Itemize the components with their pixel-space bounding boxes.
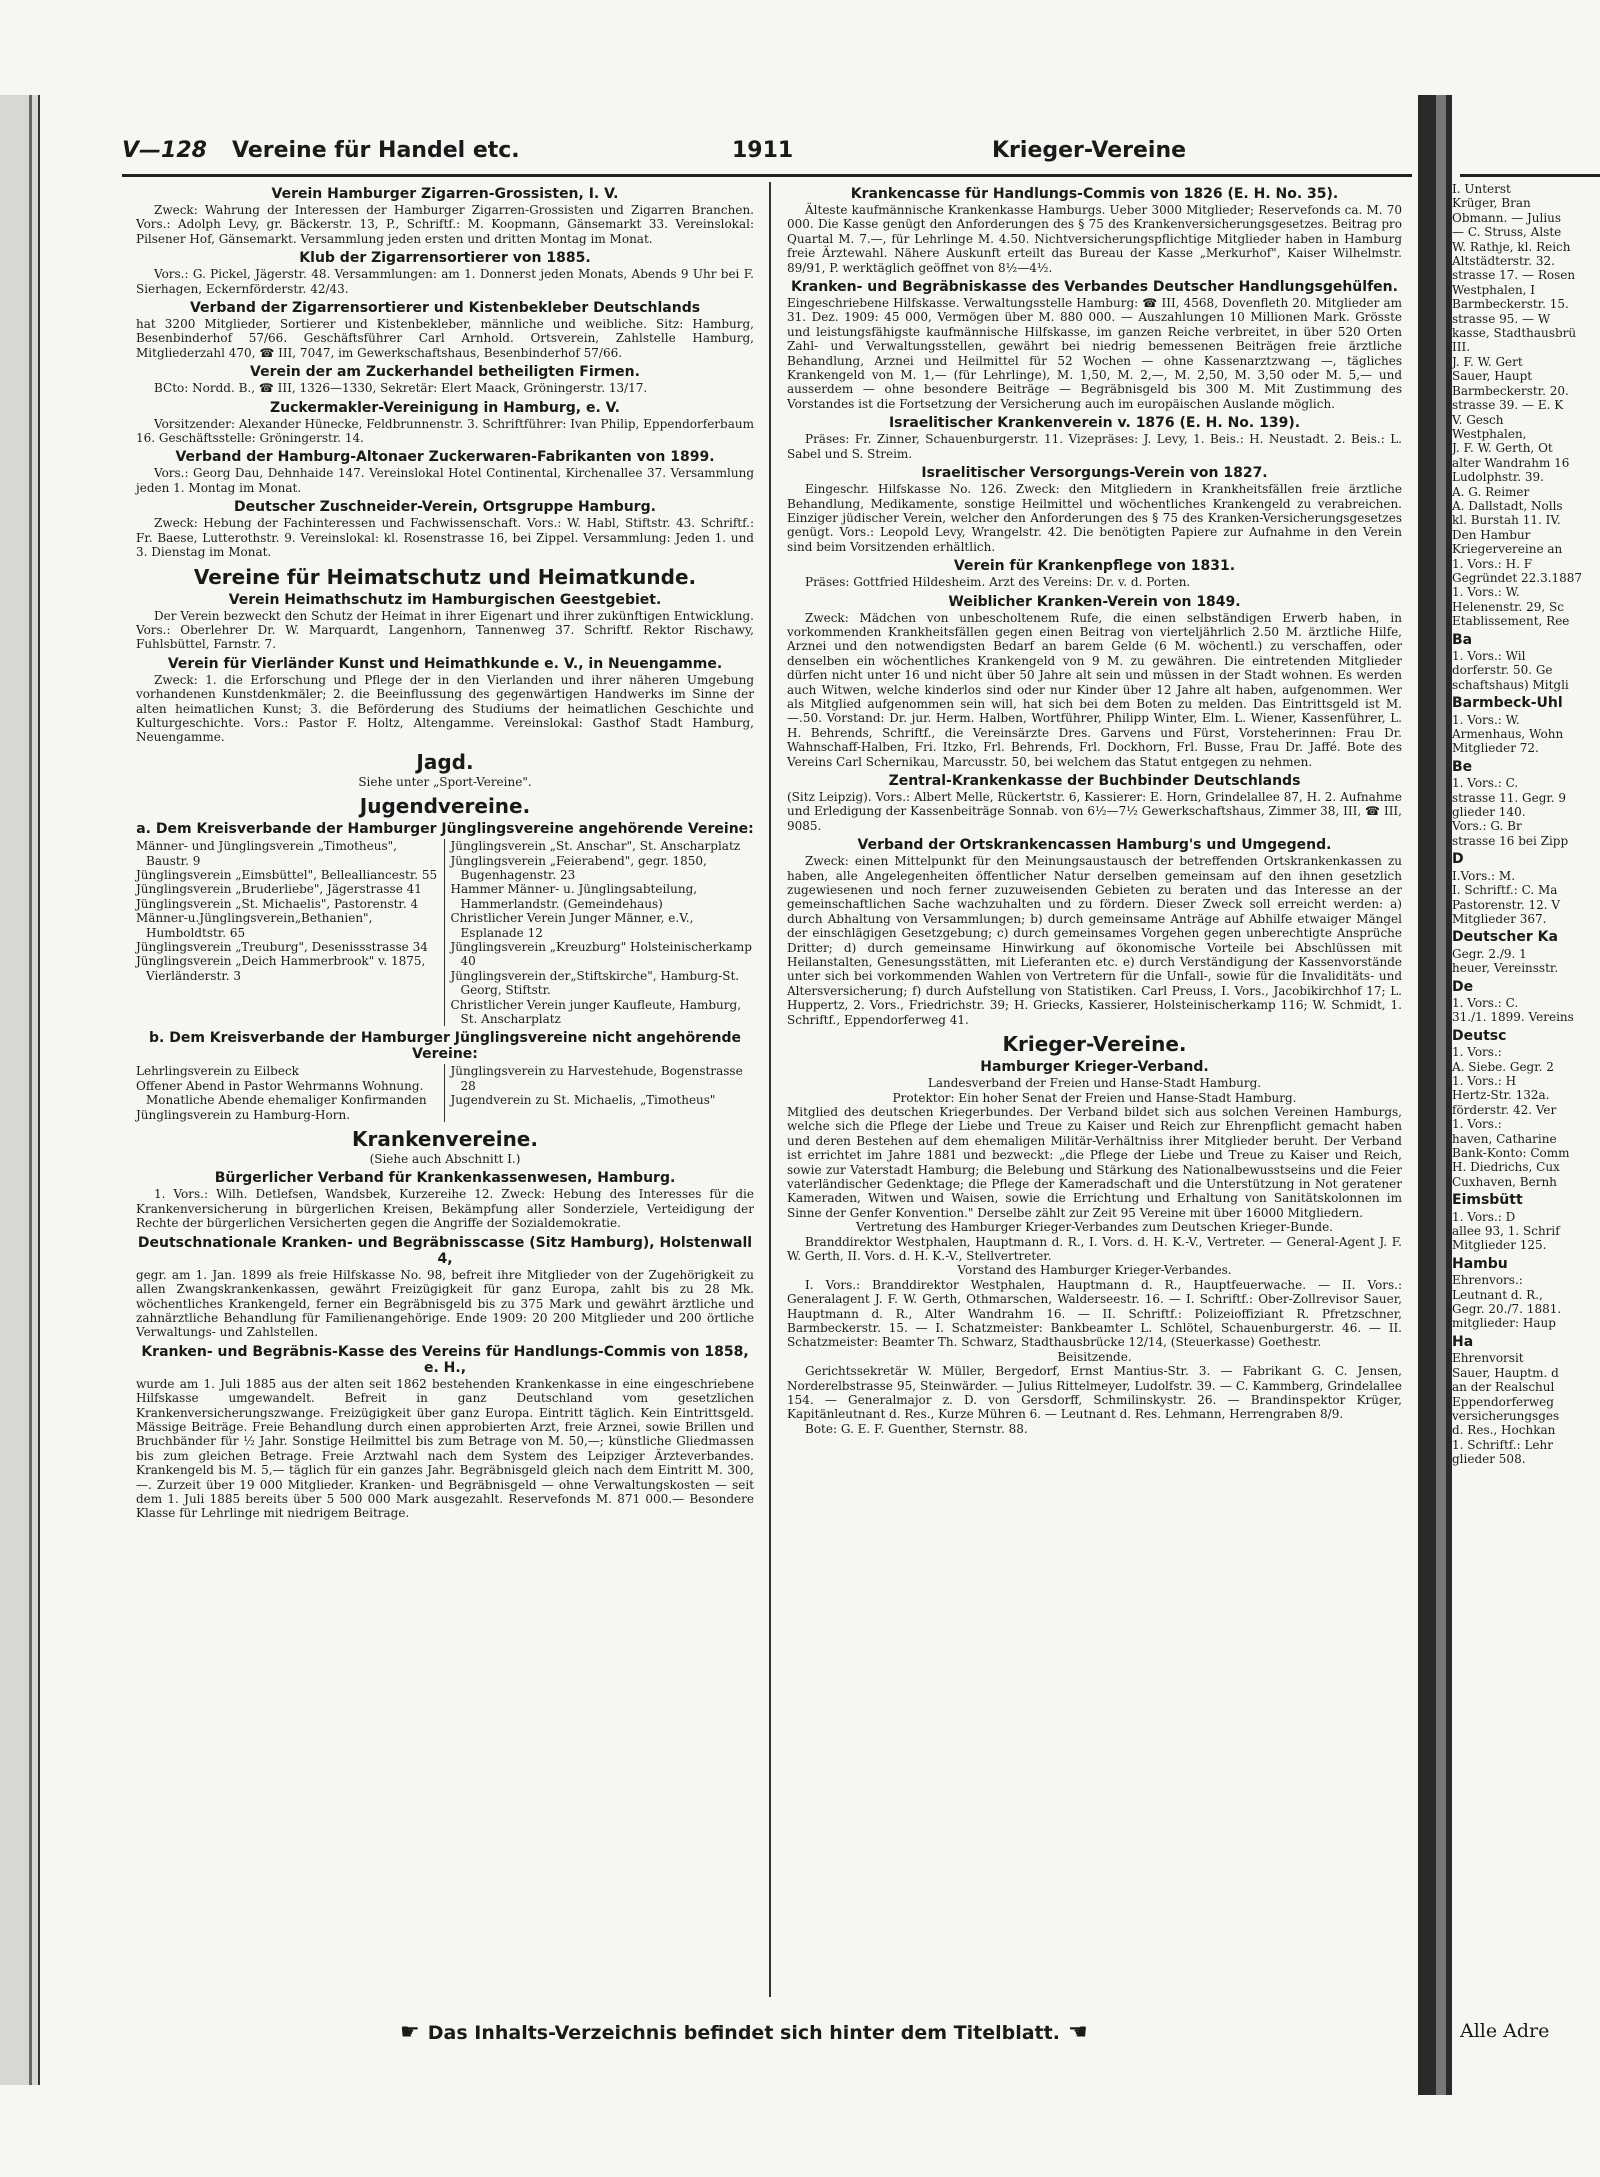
entry-text: Eingeschriebene Hilfskasse. Verwaltungsstelle Hamburg: ☎ III, 4568, Dovenfleth 20. Mitglieder am 31. Dez. 1909: 45 000, Vermögen über M. 880 000. — Auszahlungen 10 Millionen Mark. Grösste und leistungsfähigste kaufmännische Hilfskasse, im ganzen Reiche verbreitet, in über 520 Orten Zahl- und Verwaltungsstellen, gewährt bei niedrig bemessenen Beiträgen freie ärztliche Behandlung, Arznei und Heilmittel für 52 Wochen — ohne Kassenarztzwang —, tägliches Krankengeld von M. 1,— (für Lehrlinge), M. 1,50, M. 2,—, M. 2,50, M. 3,50 oder M. 5,— und ausserdem — ohne besondere Beiträge — Begräbnisgeld bis 300 M. Mit Zustimmung des Vorstandes ist die Fortsetzung der Versicherung auch im europäischen Auslande möglich.	[787, 296, 1402, 411]
page	[122, 138, 1412, 2068]
entry	[136, 186, 754, 246]
left-column	[136, 182, 754, 1521]
section-right-title: Krieger-Vereine	[992, 138, 1187, 163]
list-item: Christlicher Verein junger Kaufleute, Hamburg, St. Anscharplatz	[450, 997, 742, 1027]
fragment-line: 1. Vors.: D	[1452, 1209, 1516, 1224]
fragment-line: glieder 140.	[1452, 805, 1526, 820]
entry	[136, 1170, 754, 1230]
entry-heading: Deutschnationale Kranken- und Begräbnisscasse (Sitz Hamburg), Holstenwall 4,	[137, 1234, 753, 1267]
fragment-line: strasse 16 bei Zipp	[1452, 833, 1569, 848]
fragment-line: Mitglieder 72.	[1452, 741, 1539, 756]
fragment-line: mitglieder: Haup	[1452, 1316, 1556, 1331]
entry-heading: Verein für Vierländer Kunst und Heimathkunde e. V., in Neuengamme.	[167, 655, 723, 672]
section-title-krieger: Krieger-Vereine.	[1002, 1032, 1187, 1057]
list-item: Hammer Männer- u. Jünglingsabteilung, Hammerlandstr. (Gemeindehaus)	[450, 882, 698, 911]
fragment-line: 1. Vors.: H. F	[1452, 556, 1533, 571]
fragment-line: glieder 508.	[1452, 1452, 1526, 1467]
fragment-line: Altstädterstr. 32.	[1452, 254, 1555, 269]
fragment-line: 1. Vors.:	[1452, 1045, 1502, 1060]
fragment-line: Ehrenvorsit	[1452, 1351, 1524, 1366]
krieger-vorstand: I. Vors.: Branddirektor Westphalen, Hauptmann d. R., Hauptfeuerwache. — II. Vors.: Generalagent J. F. W. Gerth, Othmarschen, Walderseestr. 16. — I. Schriftf.: Ober-Zollrevisor Sauer, Hauptmann d. R., Alter Wandrahm 16. — II. Schriftf.: Polizeioffiziant R. Pfretzschner, Barmbeckerstr. 15. — I. Schatzmeister: Bankbeamter L. Schlötel, Schauenburgerstr. 46. — II. Schatzmeister: Beamter Th. Schwarz, Stadthausbrücke 12/14, (Steuerkasse) Goethestr.	[787, 1277, 1402, 1350]
fragment-line: Cuxhaven, Bernh	[1452, 1174, 1557, 1189]
fragment-line: Eppendorferweg	[1452, 1394, 1554, 1409]
entry-text: Zweck: 1. die Erforschung und Pflege der in den Vierlanden und ihrer näheren Umgebung vorhandenen Kunstdenkmäler; 2. die Beeinflussung des gegenwärtigen Handwerks im Sinne der alten heimatlichen Kunst; 3. die Beförderung des Studiums der heimatlichen Geschichte und Kulturgeschichte. Vors.: Pastor F. Holtz, Altengamme. Vereinslokal: Gasthof Stadt Hamburg, Neuengamme.	[136, 672, 754, 745]
fragment-line: W. Rathje, kl. Reich	[1452, 239, 1571, 254]
fragment-line: A. Siebe. Gegr. 2	[1452, 1059, 1554, 1074]
entry	[136, 1344, 754, 1521]
fragment-line: kl. Burstah 11. IV.	[1452, 513, 1561, 528]
fragment-line: d. Res., Hochkan	[1452, 1423, 1556, 1438]
entry-text: Vors.: G. Pickel, Jägerstr. 48. Versammlungen: am 1. Donnerst jeden Monats, Abends 9 Uhr bei F. Sierhagen, Eckernförderstr. 42/43.	[136, 267, 754, 296]
fragment-line: 1. Vors.: H	[1452, 1073, 1517, 1088]
entry	[787, 594, 1402, 769]
entry	[136, 1235, 754, 1340]
fragment-line: Den Hambur	[1452, 527, 1531, 542]
fragment-line: A. Dallstadt, Nolls	[1452, 498, 1563, 513]
entry-heading: Zuckermakler-Vereinigung in Hamburg, e. V.	[270, 399, 620, 416]
entry-text: Zweck: einen Mittelpunkt für den Meinungsaustausch der betreffenden Ortskrankenkassen zu haben, alle Angelegenheiten öffentlicher Natur derselben gemeinsam auf den ihnen gesetzlich zugewiesenen und noch ferner zuzuweisenden Gebieten zu beraten und das Interesse an der gemeinschaftlichen Sache wachzuhalten und zu fördern. Dieser Zweck soll erreicht werden: a) durch Abhaltung von Versammlungen; b) durch gemeinsame Anträge auf Abhilfe etwaiger Mängel der einschlägigen Gesetzgebung; c) durch gemeinsames Vorgehen gegen unberechtigte Ansprüche Dritter; d) durch gemeinsame Hinwirkung auf ökonomische Vorteile bei Abschlüssen mit Heilanstalten, Genesungsstätten, mit Lieferanten etc. e) durch Verständigung der Kassenvorstände unter sich bei vorkommenden Wahlen von Vertretern für die Unfall-, sowie für die Invaliditäts- und Altersversicherung; f) durch Aufstellung von Statistiken. Carl Preuss, I. Vors., Jacobikirchhof 17; L. Huppertz, 2. Vors., Friedrichstr. 39; H. Griecks, Kassierer, Holsteinischerkamp 116; W. Schmidt, 1. Schriftf., Eppendorferweg 41.	[787, 854, 1402, 1027]
fragment-line: Ehrenvors.:	[1452, 1273, 1523, 1288]
krieger-vertretung: Branddirektor Westphalen, Hauptmann d. R., I. Vors. d. H. K.-V., Vertreter. — General-Agent J. F. W. Gerth, II. Vors. d. H. K.-V., Stellvertreter.	[787, 1234, 1402, 1263]
list-item: Christlicher Verein Junger Männer, e.V., Esplanade 12	[450, 911, 694, 940]
column-divider	[769, 182, 771, 1997]
fragment-line: 1. Vors.: Wil	[1452, 649, 1526, 663]
fragment-line: III.	[1452, 340, 1471, 355]
krieger-vertretung-heading: Vertretung des Hamburger Krieger-Verbandes zum Deutschen Krieger-Bunde.	[856, 1220, 1333, 1235]
fragment-line: Vors.: G. Br	[1452, 819, 1522, 834]
entry	[136, 250, 754, 296]
entry	[136, 300, 754, 360]
fragment-line: Gegr. 20./7. 1881.	[1452, 1302, 1562, 1317]
fragment-line: Pastorenstr. 12. V	[1452, 897, 1561, 912]
list-item: Männer- und Jünglingsverein „Timotheus", Baustr. 9	[136, 839, 397, 868]
section-left-title: Vereine für Handel etc.	[232, 138, 520, 163]
fragment-line: Barmbeckerstr. 15.	[1452, 297, 1569, 312]
fragment-line: haven, Catharine	[1452, 1131, 1557, 1146]
fragment-line: Bank-Konto: Comm	[1452, 1146, 1570, 1160]
pointing-hand-left-icon: ☚	[1067, 2020, 1088, 2045]
krieger-sub: Landesverband der Freien und Hanse-Stadt Hamburg.	[927, 1076, 1262, 1091]
krieger-text: Mitglied des deutschen Kriegerbundes. Der Verband bildet sich aus solchen Vereinen Hamburgs, welche sich die Pflege der Liebe und Treue zu Kaiser und Reich zur Ehrenpflicht gemacht haben und deren Bestehen auf dem ehemaligen Militär-Verhältniss ihrer Mitglieder beruht. Der Verband ist errichtet im Jahre 1881 und bezweckt: „die Pflege der Liebe und Treue zu Kaiser und Reich, sowie zur Vaterstadt Hamburg; die Belebung und Stärkung des Nationalbewusstseins und die Feier vaterländischer Gedenktage; die Pflege der Kameradschaft und die Unterstützung in Not geratener Kameraden, Witwen und Waisen, sowie die Errichtung und Erhaltung von Sanitätskolonnen im Sinne der Genfer Konvention." Derselbe zählt zur Zeit 95 Vereine mit über 16000 Mitgliedern.	[787, 1104, 1402, 1220]
entry-heading: Kranken- und Begräbniskasse des Verbandes Deutscher Handlungsgehülfen.	[791, 279, 1398, 296]
list-item: Jünglingsverein „Treuburg", Desenissstrasse 34	[136, 940, 428, 954]
list-item: Jünglingsverein „Deich Hammerbrook" v. 1875, Vierländerstr. 3	[136, 954, 426, 983]
fragment-line: I. Unterst	[1452, 182, 1511, 196]
list-item: Jünglingsverein „St. Michaelis", Pastorenstr. 4	[136, 896, 419, 911]
fragment-line: förderstr. 42. Ver	[1452, 1102, 1557, 1117]
fragment-heading: Be	[1452, 758, 1473, 775]
fragment-heading: Deutsc	[1452, 1027, 1507, 1044]
entry-text: Älteste kaufmännische Krankenkasse Hamburgs. Ueber 3000 Mitglieder; Reservefonds ca. M. 70 000. Die Kasse genügt den Anforderungen des § 75 des Krankenversicherungsgesetzes. Beitrag pro Quartal M. 7.—, für Lehrlinge M. 4.50. Nichtversicherungspflichtige Mitglieder haben in Hamburg freie Ärztewahl. Nähere Auskunft erteilt das Bureau der Kasse „Merkurhof", Kaiser Wilhelmstr. 89/91, P. werktäglich geöffnet von 8½—4½.	[787, 203, 1402, 275]
entry-heading: Verein für Krankenpflege von 1831.	[953, 558, 1236, 575]
jugend-a-left	[136, 839, 445, 1026]
jugend-a-list	[136, 839, 754, 1026]
list-item: Jünglingsverein „Kreuzburg" Holsteinischerkamp 40	[450, 940, 752, 969]
fragment-line: J. F. W. Gerth, Ot	[1452, 441, 1553, 456]
entry	[136, 364, 754, 395]
fragment-line: Krüger, Bran	[1452, 196, 1531, 211]
fragment-line: Gegründet 22.3.1887	[1452, 570, 1583, 585]
fragment-line: 1. Schriftf.: Lehr	[1452, 1437, 1553, 1452]
section-title-jagd: Jagd.	[416, 749, 474, 774]
running-header	[122, 138, 1412, 172]
fragment-line: Mitglieder 125.	[1452, 1238, 1547, 1253]
entry	[787, 773, 1402, 833]
entry-text: Präses: Gottfried Hildesheim. Arzt des Vereins: Dr. v. d. Porten.	[805, 575, 1191, 590]
fragment-heading: Ba	[1452, 631, 1473, 648]
jugend-b-right	[451, 1064, 755, 1122]
entry-heading: Weiblicher Kranken-Verein von 1849.	[948, 593, 1241, 610]
list-item: Jünglingsverein zu Hamburg-Horn.	[136, 1107, 351, 1122]
krieger-beisitz-heading: Beisitzende.	[1057, 1349, 1132, 1364]
entry-heading: Verband der Hamburg-Altonaer Zuckerwaren-Fabrikanten von 1899.	[175, 449, 715, 466]
krieger-protektor: Protektor: Ein hoher Senat der Freien und Hanse-Stadt Hamburg.	[892, 1090, 1297, 1105]
section-title-heimat: Vereine für Heimatschutz und Heimatkunde.	[193, 564, 697, 589]
krieger-heading: Hamburger Krieger-Verband.	[980, 1059, 1209, 1076]
entry	[136, 592, 754, 652]
krieger-vorstand-heading: Vorstand des Hamburger Krieger-Verbandes.	[957, 1263, 1232, 1278]
entry-heading: Verein der am Zuckerhandel betheiligten Firmen.	[250, 364, 640, 381]
fragment-line: alter Wandrahm 16	[1452, 455, 1570, 470]
fragment-heading: De	[1452, 978, 1474, 995]
list-item: Offener Abend in Pastor Wehrmanns Wohnung. Monatliche Abende ehemaliger Konfirmanden	[136, 1078, 427, 1108]
fragment-line: allee 93, 1. Schrif	[1452, 1224, 1560, 1239]
entry	[787, 186, 1402, 275]
page-number: V—128	[122, 138, 207, 163]
fragment-line: Sauer, Haupt	[1452, 369, 1533, 384]
list-item: Jünglingsverein „St. Anschar", St. Anscharplatz	[450, 839, 741, 854]
jugend-a-right	[451, 839, 755, 1026]
entry-heading: Klub der Zigarrensortierer von 1885.	[299, 250, 591, 267]
entry-heading: Deutscher Zuschneider-Verein, Ortsgruppe Hamburg.	[234, 499, 656, 516]
entry	[787, 415, 1402, 461]
list-item: Jünglingsverein zu Harvestehude, Bogenstrasse 28	[450, 1064, 743, 1093]
page-gutter-shadow	[1436, 95, 1446, 2095]
list-item: Männer-u.Jünglingsverein„Bethanien", Humboldtstr. 65	[136, 911, 373, 940]
fragment-top-spacer	[1452, 138, 1600, 182]
entry-text: wurde am 1. Juli 1885 aus der alten seit 1862 bestehenden Krankenkasse in eine eingeschriebene Hilfskasse umgewandelt. Befreit in ganz Deutschland vom gesetzlichen Krankenversicherungszwange. Freizügigkeit über ganz Europa. Eintritt täglich. Kein Eintrittsgeld. Mässige Beiträge. Freie Behandlung durch einen approbierten Arzt, freie Arznei, sowie Brillen und Bruchbänder für ½ Jahr. Sonstige Heilmittel bis zum Betrage von M. 50,—; künstliche Gliedmassen bis zum gleichen Betrage. Freie Arztwahl nach dem System des Leipziger Ärzteverbandes. Krankengeld bis M. 5,— täglich für ein ganzes Jahr. Begräbnisgeld gleich nach dem Eintritt M. 300,—. Zurzeit über 19 000 Mitglieder. Kranken- und Begräbnisgeld — ohne Verwaltungskosten — seit dem 1. Juli 1885 bereits über 5 500 000 Mark ausgezahlt. Reservefonds M. 871 000.— Besondere Klasse für Lehrlinge mit niedrigem Beitrage.	[136, 1376, 754, 1521]
entry-heading: Israelitischer Versorgungs-Verein von 1827.	[921, 465, 1268, 482]
fragment-line: 1. Vors.:	[1452, 1117, 1502, 1132]
fragment-line: Leutnant d. R.,	[1452, 1287, 1543, 1302]
fragment-footer: Alle Adre	[1460, 2020, 1550, 2042]
fragment-line: 1. Vors.: W.	[1452, 712, 1520, 727]
jugend-b-list	[136, 1064, 754, 1122]
fragment-line: 1. Vors.: W.	[1452, 585, 1520, 600]
previous-page-edge	[0, 95, 40, 2085]
jugend-a-heading: a. Dem Kreisverbande der Hamburger Jünglingsvereine angehörende Vereine:	[136, 821, 754, 838]
entry-text: BCto: Nordd. B., ☎ III, 1326—1330, Sekretär: Elert Maack, Gröningerstr. 13/17.	[154, 381, 648, 396]
entry-text: Vors.: Georg Dau, Dehnhaide 147. Vereinslokal Hotel Continental, Kirchenallee 37. Versammlung jeden 1. Montag im Monat.	[136, 466, 754, 495]
section-title-jugend: Jugendvereine.	[359, 794, 531, 819]
fragment-heading: Eimsbütt	[1452, 1192, 1523, 1209]
fragment-line: Ludolphstr. 39.	[1452, 470, 1544, 485]
entry-text: Zweck: Hebung der Fachinteressen und Fachwissenschaft. Vors.: W. Habl, Stiftstr. 43. Schriftf.: Fr. Baese, Lutterothstr. 9. Vereinslokal: kl. Rosenstrasse 16, bei Zippel. Versammlung: Jeden 1. und 3. Dienstag im Monat.	[136, 516, 754, 560]
fragment-line: kasse, Stadthausbrü	[1452, 326, 1577, 341]
fragment-heading: Barmbeck-Uhl	[1452, 695, 1563, 712]
kranken-subtitle: (Siehe auch Abschnitt I.)	[369, 1152, 521, 1167]
entry-heading: Verein Hamburger Zigarren-Grossisten, I. V.	[271, 186, 619, 202]
entry	[787, 558, 1402, 589]
jugend-b-heading: b. Dem Kreisverbande der Hamburger Jünglingsvereine nicht angehörende Vereine:	[149, 1030, 741, 1063]
entry-text: gegr. am 1. Jan. 1899 als freie Hilfskasse No. 98, befreit ihre Mitglieder von der Zugehörigkeit zu allen Zwangskrankenkassen, gewährt Freizügigkeit für ganz Europa, zahlt bis zu 28 Mk. wöchentliches Krankengeld, ferner ein Begräbnisgeld bis zu 375 Mark und gewährt ärztliche und zahnärztliche Behandlung für Familienangehörige. Ende 1909: 20 200 Mitglieder und 200 örtliche Verwaltungs- und Zahlstellen.	[136, 1267, 754, 1340]
krieger-beisitz: Gerichtssekretär W. Müller, Bergedorf, Ernst Mantius-Str. 3. — Fabrikant G. C. Jensen, Norderelbstrasse 95, Steinwärder. — Julius Rittelmeyer, Ludolfstr. 39. — C. Kammberg, Grindelallee 154. — Generalmajor z. D. von Gersdorff, Schmilinskystr. 26. — Brandinspektor Krüger, Kapitänleutnant d. Res., Kurze Mühren 6. — Leutnant d. Res. Lehmann, Herrengraben 8/9.	[787, 1364, 1402, 1422]
right-column	[787, 182, 1402, 1436]
page-gutter	[1418, 95, 1452, 2095]
fragment-line: an der Realschul	[1452, 1380, 1555, 1395]
fragment-line: Hertz-Str. 132a.	[1452, 1088, 1550, 1103]
entry	[136, 656, 754, 745]
fragment-line: strasse 11. Gegr. 9	[1452, 790, 1567, 805]
entry-heading: Verein Heimathschutz im Hamburgischen Geestgebiet.	[228, 591, 662, 608]
entry-heading: Kranken- und Begräbnis-Kasse des Vereins für Handlungs-Commis von 1858, e. H.,	[141, 1343, 749, 1376]
fragment-line: strasse 17. — Rosen	[1452, 268, 1576, 283]
fragment-line: strasse 39. — E. K	[1452, 398, 1564, 413]
footer-text: Das Inhalts-Verzeichnis befindet sich hinter dem Titelblatt.	[427, 2022, 1060, 2044]
fragment-heading: Deutscher Ka	[1452, 929, 1558, 946]
fragment-line: Gegr. 2./9. 1	[1452, 946, 1527, 961]
entry-heading: Zentral-Krankenkasse der Buchbinder Deutschlands	[888, 773, 1301, 789]
fragment-line: Westphalen,	[1452, 426, 1527, 441]
entry	[787, 837, 1402, 1027]
fragment-line: 1. Vors.: C.	[1452, 776, 1519, 791]
list-item: Jünglingsverein der„Stiftskirche", Hamburg-St. Georg, Stiftstr.	[450, 968, 740, 998]
fragment-line: versicherungsges	[1452, 1408, 1560, 1423]
entry-text: Präses: Fr. Zinner, Schauenburgerstr. 11. Vizepräses: J. Levy, 1. Beis.: H. Neustadt. 2. Beis.: L. Sabel und S. Streim.	[787, 432, 1402, 461]
entry-text: Zweck: Wahrung der Interessen der Hamburger Zigarren-Grossisten und Zigarren Branchen. Vors.: Adolph Levy, gr. Bäckerstr. 13, P., Schriftf.: M. Koopmann, Gänsemarkt 33. Vereinslokal: Pilsener Hof, Gänsemarkt. Versammlung jeden ersten und dritten Montag im Monat.	[136, 203, 754, 246]
fragment-line: Kriegervereine an	[1452, 542, 1563, 557]
fragment-line: schaftshaus) Mitgli	[1452, 677, 1569, 692]
entry-heading: Verband der Ortskrankencassen Hamburg's und Umgegend.	[857, 837, 1332, 854]
list-item: Jünglingsverein „Feierabend", gegr. 1850, Bugenhagenstr. 23	[450, 853, 707, 882]
fragment-line: A. G. Reimer	[1452, 484, 1530, 499]
entry-text: 1. Vors.: Wilh. Detlefsen, Wandsbek, Kurzereihe 12. Zweck: Hebung des Interesses für die Krankenversicherung in bürgerlichen Kreisen, Bekämpfung aller Sonderziele, Verteidigung der Rechte der bürgerlichen Versicherten gegen die Angriffe der Sozialdemokratie.	[136, 1187, 754, 1231]
entry	[136, 499, 754, 559]
section-title-kranken: Krankenvereine.	[352, 1127, 538, 1152]
entry	[136, 449, 754, 495]
entry-text: Zweck: Mädchen von unbescholtenem Rufe, die einen selbständigen Erwerb haben, in vorkommenden Krankheitsfällen gegen einen Beitrag von vierteljährlich 2.50 M. ärztliche Hilfe, Arznei und den notwendigsten Bedarf an barem Gelde (6 M. wöchentl.) zu verschaffen, oder denselben ein wöchentliches Krankengeld von 9 M. zu gewähren. Die eintretenden Mitglieder dürfen nicht unter 16 und nicht über 50 Jahre alt sein und müssen in der Stadt wohnen. Es werden auch Witwen, welche kinderlos sind oder nur Kinder über 12 Jahre alt haben, aufgenommen. Wer als Mitglied aufgenommen sein will, hat sich bei dem Boten zu melden. Das Eintrittsgeld ist M. —.50. Vorstand: Dr. jur. Herm. Halben, Wortführer, Philipp Winter, Elm. L. Wiener, Kassenführer, L. H. Behrends, Schriftf., die Vereinsärzte Dres. Garvens und Fürst, Vorsteherinnen: Frau Dr. Wahnschaff-Halben, Fri. Itzko, Frl. Behrends, Frl. Dockhorn, Frl. Busse, Frau Dr. Jaffé. Bote des Vereins Carl Schernikau, Marcusstr. 50, bei welchem das Statut entgegen zu nehmen.	[787, 610, 1402, 769]
krieger-bote: Bote: G. E. F. Guenther, Sternstr. 88.	[805, 1421, 1028, 1436]
fragment-heading: Hambu	[1452, 1255, 1508, 1272]
fragment-line: I. Schriftf.: C. Ma	[1452, 883, 1558, 898]
footer-note	[392, 2020, 1096, 2045]
fragment-line: H. Diedrichs, Cux	[1452, 1160, 1560, 1175]
next-page-fragment	[1452, 138, 1600, 2058]
fragment-line: V. Gesch	[1452, 412, 1504, 427]
fragment-line: 31./1. 1899. Vereins	[1452, 1010, 1574, 1025]
fragment-line: Helenenstr. 29, Sc	[1452, 599, 1564, 614]
list-item: Jünglingsverein „Bruderliebe", Jägerstrasse 41	[136, 882, 422, 897]
jagd-reference: Siehe unter „Sport-Vereine".	[358, 774, 532, 789]
fragment-line: strasse 95. — W	[1452, 311, 1551, 326]
fragment-line: heuer, Vereinsstr.	[1452, 961, 1559, 976]
fragment-line: — C. Struss, Alste	[1452, 225, 1562, 240]
jugend-b-left	[136, 1064, 445, 1122]
header-rule	[122, 174, 1412, 177]
fragment-line: Obmann. — Julius	[1452, 210, 1562, 225]
entry-heading: Israelitischer Krankenverein v. 1876 (E. H. No. 139).	[888, 415, 1301, 432]
entry-text: Der Verein bezweckt den Schutz der Heimat in ihrer Eigenart und ihrer zukünftigen Entwicklung. Vors.: Oberlehrer Dr. W. Marquardt, Langenhorn, Tannenweg 37. Schriftf. Rektor Rischawy, Fuhlsbüttel, Farnstr. 7.	[136, 608, 754, 652]
fragment-line: Barmbeckerstr. 20.	[1452, 383, 1569, 398]
entry	[787, 465, 1402, 554]
fragment-line: Armenhaus, Wohn	[1452, 727, 1564, 742]
list-item: Jugendverein zu St. Michaelis, „Timotheus"	[450, 1093, 716, 1108]
entry	[787, 279, 1402, 411]
fragment-line: 1. Vors.: C.	[1452, 995, 1519, 1010]
fragment-line: dorferstr. 50. Ge	[1452, 663, 1553, 678]
pointing-hand-right-icon: ☛	[400, 2020, 420, 2045]
entry-text: Vorsitzender: Alexander Hünecke, Feldbrunnenstr. 3. Schriftführer: Ivan Philip, Eppendorferbaum 16. Geschäftsstelle: Gröningerstr. 14.	[136, 416, 754, 446]
fragment-line: Mitglieder 367.	[1452, 911, 1547, 926]
year: 1911	[732, 138, 794, 163]
entry-text: Eingeschr. Hilfskasse No. 126. Zweck: den Mitgliedern in Krankheitsfällen freie ärztliche Behandlung, Medikamente, sonstige Heilmittel und wöchentliches Krankengeld zu verabreichen. Einziger jüdischer Verein, welcher den Anforderungen des § 75 des Kranken-Versicherungsgesetzes genügt. Vors.: Leopold Levy, Wrangelstr. 42. Die benötigten Papiere zur Aufnahme in den Verein sind beim Vorsitzenden erhältlich.	[787, 482, 1402, 554]
fragment-heading: Ha	[1452, 1333, 1474, 1350]
list-item: Jünglingsverein „Eimsbüttel", Bellealliancestr. 55	[136, 867, 438, 882]
entry-heading: Verband der Zigarrensortierer und Kistenbekleber Deutschlands	[189, 300, 701, 317]
fragment-line: Etablissement, Ree	[1452, 614, 1570, 629]
fragment-line: Sauer, Hauptm. d	[1452, 1365, 1559, 1380]
fragment-line: I.Vors.: M.	[1452, 868, 1516, 883]
fragment-heading: D	[1452, 851, 1464, 868]
entry-heading: Bürgerlicher Verband für Krankenkassenwesen, Hamburg.	[214, 1170, 676, 1187]
entry-heading: Krankencasse für Handlungs-Commis von 1826 (E. H. No. 35).	[850, 186, 1339, 202]
list-item: Lehrlingsverein zu Eilbeck	[136, 1064, 299, 1079]
fragment-line: Westphalen, I	[1452, 282, 1536, 297]
entry-text: (Sitz Leipzig). Vors.: Albert Melle, Rückertstr. 6, Kassierer: E. Horn, Grindelallee 87, H. 2. Aufnahme und Erledigung der Kassenbeiträge Sonnab. von 6½—7½ Gewerkschaftshaus, Zimmer 38, III, ☎ III, 9085.	[787, 790, 1402, 833]
entry	[136, 400, 754, 446]
fragment-line: J. F. W. Gert	[1452, 354, 1523, 369]
entry-text: hat 3200 Mitglieder, Sortierer und Kistenbekleber, männliche und weibliche. Sitz: Hamburg, Besenbinderhof 57/66. Geschäftsführer Carl Arnhold. Ortsverein, Zahlstelle Hamburg, Mitgliederzahl 470, ☎ III, 7047, im Gewerkschaftshaus, Besenbinderhof 57/66.	[136, 317, 754, 360]
